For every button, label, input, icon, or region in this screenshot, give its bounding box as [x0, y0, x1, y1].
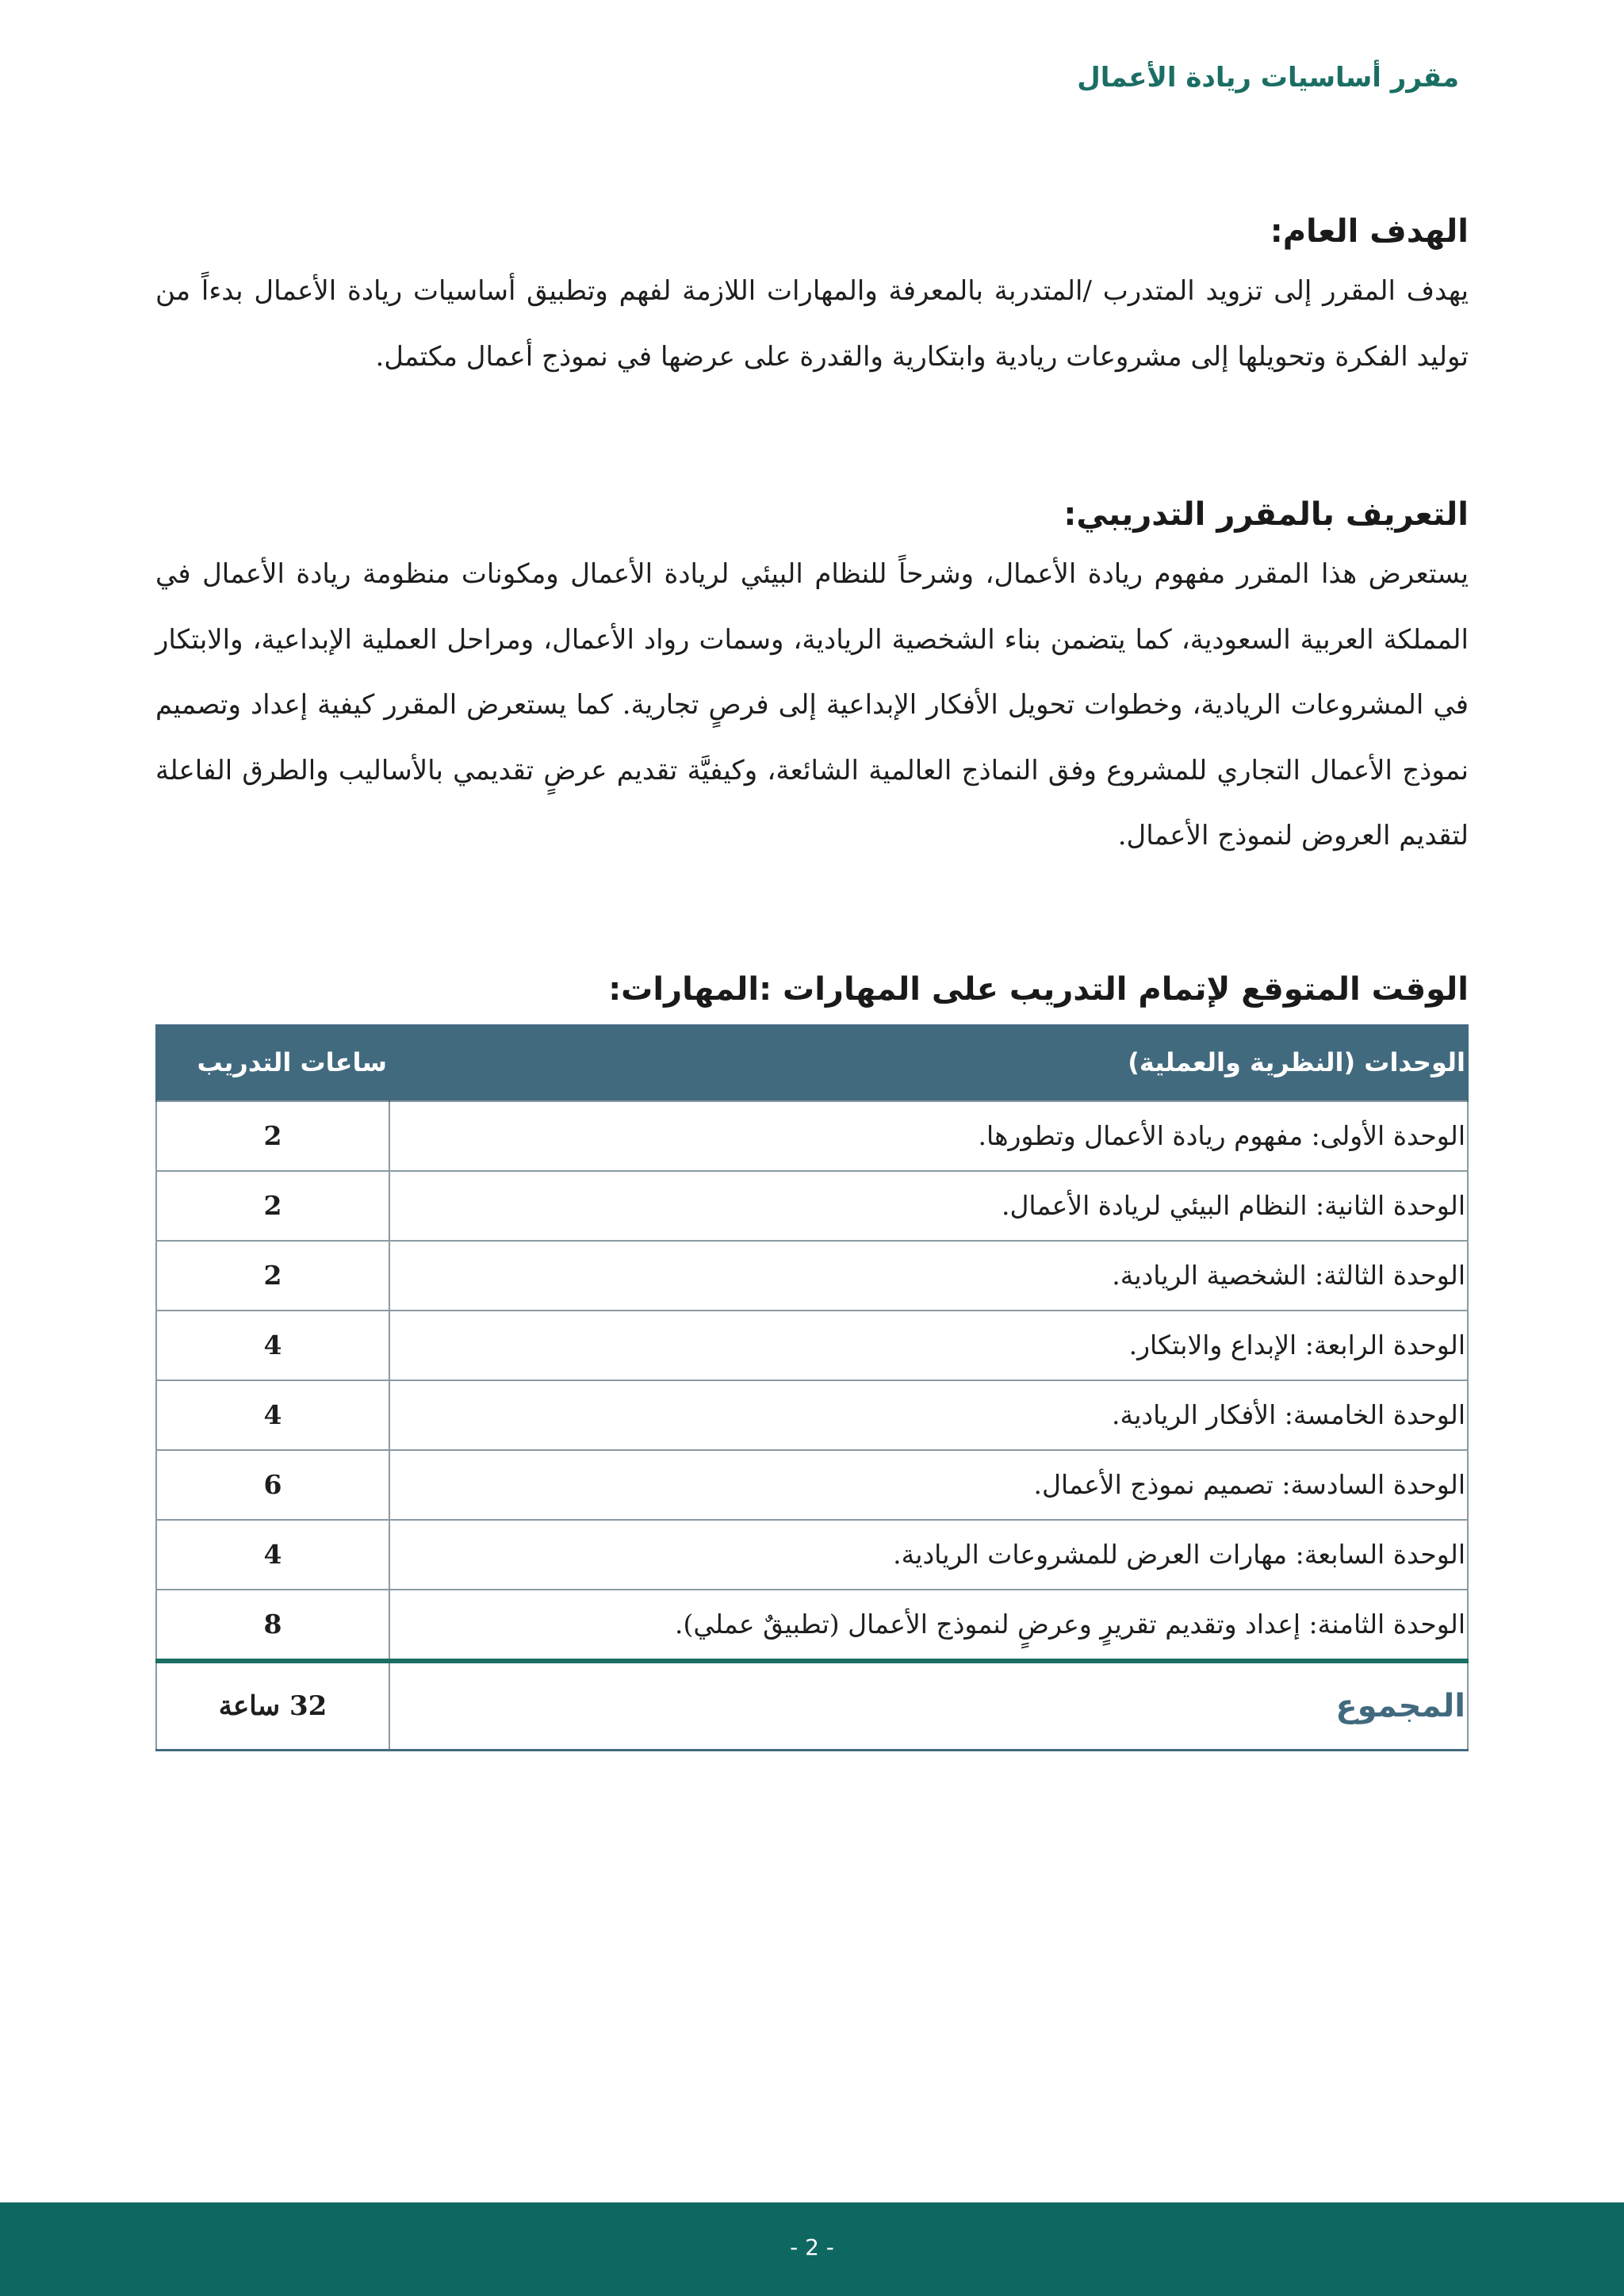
- table-row: [156, 1590, 1468, 1661]
- unit-name-cell: الوحدة الرابعة: الإبداع والابتكار.: [389, 1311, 1468, 1380]
- course-header-title: مقرر أساسيات ريادة الأعمال: [1077, 62, 1459, 94]
- unit-name-cell: الوحدة السادسة: تصميم نموذج الأعمال.: [389, 1450, 1468, 1520]
- page-content: [155, 205, 1469, 1751]
- footer-band: [0, 2202, 1624, 2296]
- table-row: [156, 1101, 1468, 1171]
- unit-hours-cell: 6: [156, 1450, 389, 1520]
- unit-name-cell: الوحدة الثالثة: الشخصية الريادية.: [389, 1241, 1468, 1311]
- unit-name-cell: الوحدة الأولى: مفهوم ريادة الأعمال وتطورها.: [389, 1101, 1468, 1171]
- unit-hours-cell: 8: [156, 1590, 389, 1661]
- unit-hours-cell: 2: [156, 1241, 389, 1311]
- units-table: [155, 1024, 1469, 1751]
- unit-name-cell: الوحدة الخامسة: الأفكار الريادية.: [389, 1380, 1468, 1450]
- unit-hours-cell: 4: [156, 1311, 389, 1380]
- table-row: [156, 1241, 1468, 1311]
- unit-hours-cell: 2: [156, 1101, 389, 1171]
- total-label-cell: المجموع: [389, 1661, 1468, 1751]
- training-hours-section: [155, 962, 1469, 1751]
- table-total-row: [156, 1661, 1468, 1751]
- total-hours-cell: 32 ساعة: [156, 1661, 389, 1751]
- unit-hours-cell: 4: [156, 1520, 389, 1590]
- table-row: [156, 1520, 1468, 1590]
- column-header-hours: ساعات التدريب: [156, 1024, 389, 1101]
- table-header-row: [156, 1024, 1468, 1101]
- table-row: [156, 1450, 1468, 1520]
- table-row: [156, 1380, 1468, 1450]
- unit-name-cell: الوحدة السابعة: مهارات العرض للمشروعات الريادية.: [389, 1520, 1468, 1590]
- column-header-unit: الوحدات (النظرية والعملية): [389, 1024, 1468, 1101]
- table-row: [156, 1311, 1468, 1380]
- unit-hours-cell: 4: [156, 1380, 389, 1450]
- general-objective-text: يهدف المقرر إلى تزويد المتدرب /المتدربة بالمعرفة والمهارات اللازمة لفهم وتطبيق أساسيات ريادة الأعمال بدءاً من توليد الفكرة وتحويلها إلى مشروعات ريادية وابتكارية والقدرة على عرضها في نموذج أعمال مكتمل.: [155, 275, 1469, 373]
- course-intro-text: يستعرض هذا المقرر مفهوم ريادة الأعمال، وشرحاً للنظام البيئي لريادة الأعمال ومكونات منظومة ريادة الأعمال في المملكة العربية السعودية، كما يتضمن بناء الشخصية الريادية، وسمات رواد الأعمال، ومراحل العملية الإبداعية، والابتكار في المشروعات الريادية، وخطوات تحويل الأفكار الإبداعية إلى فرصٍ تجارية. كما يستعرض المقرر كيفية إعداد وتصميم نموذج الأعمال التجاري للمشروع وفق النماذج العالمية الشائعة، وكيفيَّة تقديم عرضٍ تقديمي بالأساليب والطرق الفاعلة لتقديم العروض لنموذج الأعمال.: [155, 558, 1469, 851]
- course-intro-section: [155, 488, 1469, 869]
- training-hours-heading: الوقت المتوقع لإتمام التدريب على المهارات :المهارات:: [608, 970, 1469, 1008]
- unit-name-cell: الوحدة الثامنة: إعداد وتقديم تقريرٍ وعرضٍ لنموذج الأعمال (تطبيقٌ عملي).: [389, 1590, 1468, 1661]
- unit-name-cell: الوحدة الثانية: النظام البيئي لريادة الأعمال.: [389, 1171, 1468, 1241]
- course-intro-heading: التعريف بالمقرر التدريبي:: [1063, 496, 1469, 533]
- page-number: - 2 -: [790, 2234, 834, 2260]
- unit-hours-cell: 2: [156, 1171, 389, 1241]
- general-objective-section: [155, 205, 1469, 389]
- general-objective-heading: الهدف العام:: [1270, 213, 1469, 250]
- table-row: [156, 1171, 1468, 1241]
